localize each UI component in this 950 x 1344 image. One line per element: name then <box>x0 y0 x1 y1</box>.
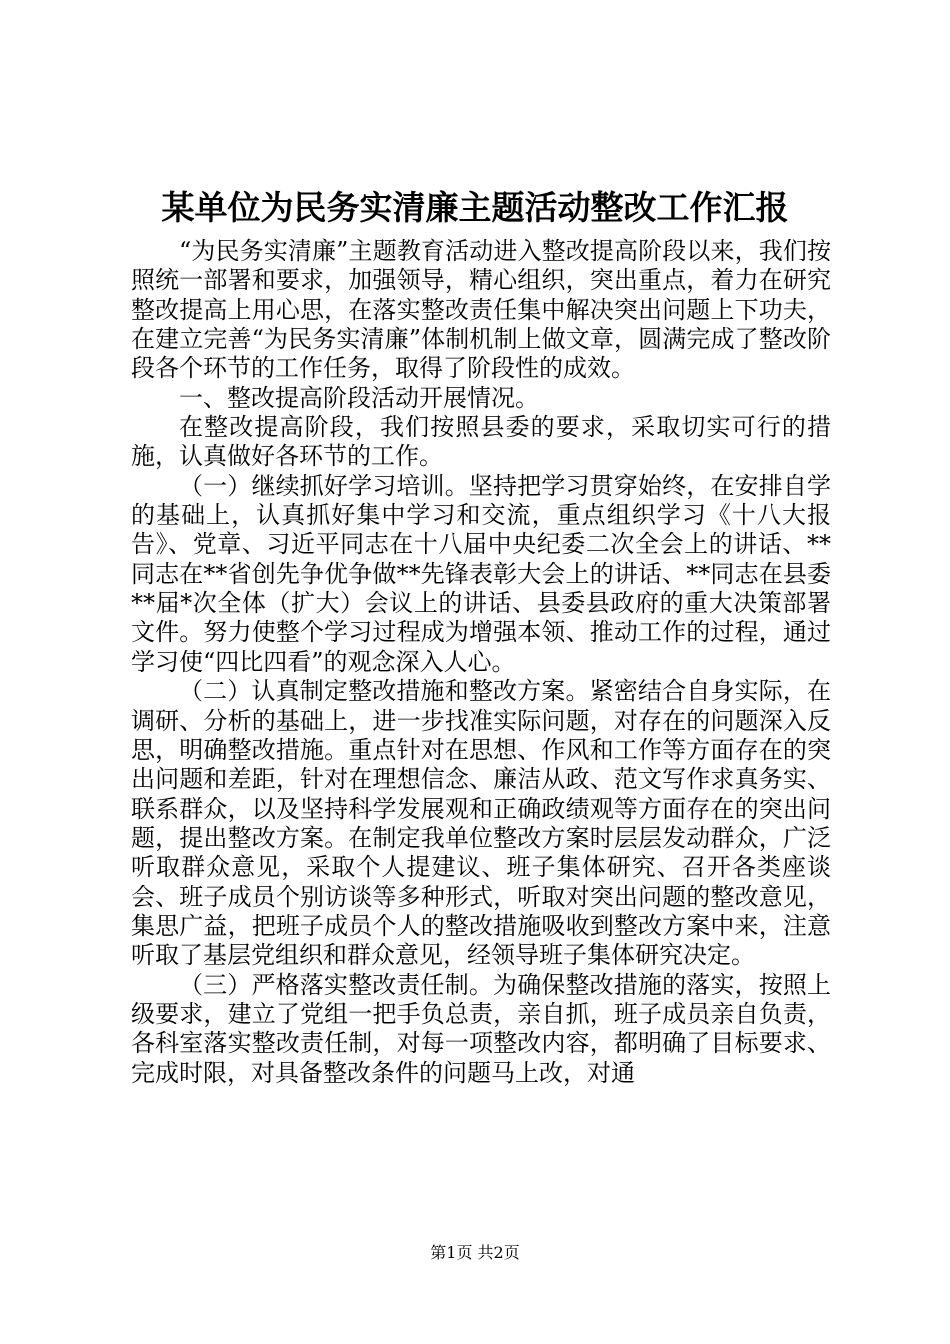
document-body <box>131 237 831 1088</box>
paragraph-section-heading: 一、整改提高阶段活动开展情况。 <box>179 383 539 412</box>
document-title: 某单位为民务实清廉主题活动整改工作汇报 <box>161 188 789 227</box>
paragraph-intro: “为民务实清廉”主题教育活动进入整改提高阶段以来，我们按照统一部署和要求，加强领导，精心组织，突出重点，着力在研究整改提高上用心思，在落实整改责任集中解决突出问题上下功夫，在建立完善“为民务实清廉”体制机制上做文章，圆满完成了整改阶段各个环节的工作任务，取得了阶段性的成效。 <box>131 237 831 383</box>
paragraph-item-1: （一）继续抓好学习培训。坚持把学习贯穿始终，在安排自学的基础上，认真抓好集中学习和交流，重点组织学习《十八大报告》、党章、习近平同志在十八届中央纪委二次全会上的讲话、**同志在**省创先争优争做**先锋表彰大会上的讲话、**同志在县委**届*次全体（扩大）会议上的讲话、县委县政府的重大决策部署文件。努力使整个学习过程成为增强本领、推动工作的过程，通过学习使“四比四看”的观念深入人心。 <box>131 471 831 676</box>
paragraph-item-3: （三）严格落实整改责任制。为确保整改措施的落实，按照上级要求，建立了党组一把手负总责，亲自抓，班子成员亲自负责，各科室落实整改责任制，对每一项整改内容，都明确了目标要求、完成时限，对具备整改条件的问题马上改，对通 <box>131 970 831 1087</box>
paragraph-overview: 在整改提高阶段，我们按照县委的要求，采取切实可行的措施，认真做好各环节的工作。 <box>131 413 831 471</box>
paragraph-item-2: （二）认真制定整改措施和整改方案。紧密结合自身实际，在调研、分析的基础上，进一步找准实际问题，对存在的问题深入反思，明确整改措施。重点针对在思想、作风和工作等方面存在的突出问题和差距，针对在理想信念、廉洁从政、范文写作求真务实、联系群众，以及坚持科学发展观和正确政绩观等方面存在的突出问题，提出整改方案。在制定我单位整改方案时层层发动群众，广泛听取群众意见，采取个人提建议、班子集体研究、召开各类座谈会、班子成员个别访谈等多种形式，听取对突出问题的整改意见，集思广益，把班子成员个人的整改措施吸收到整改方案中来，注意听取了基层党组织和群众意见，经领导班子集体研究决定。 <box>131 677 831 970</box>
page-footer: 第1页 共2页 <box>430 1243 520 1262</box>
